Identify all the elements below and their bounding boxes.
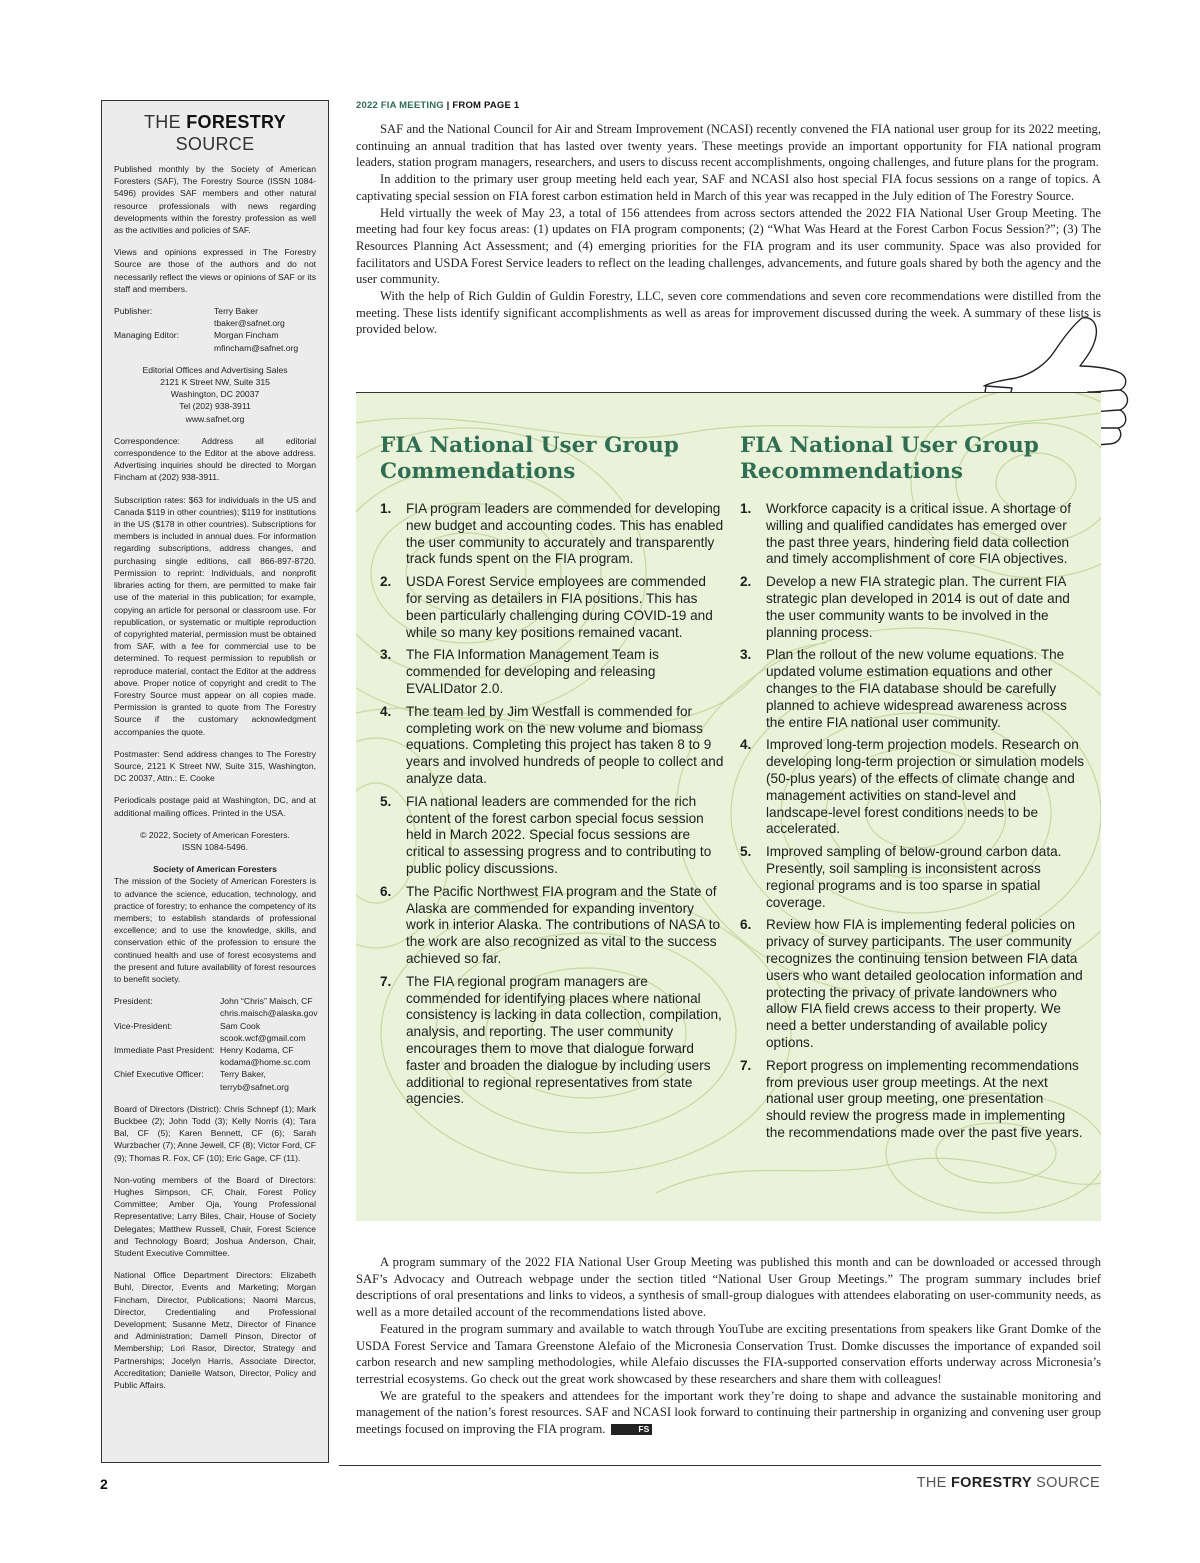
officer-role: President: <box>114 996 153 1007</box>
article-intro <box>356 121 1101 338</box>
list-item <box>740 844 1085 911</box>
paragraph: SAF and the National Council for Air and Stream Improvement (NCASI) recently convened the FIA national user group for its 2022 meeting, continuing an annual tradition that has lasted over twenty years. These meetings provide an important opportunity for FIA national program leaders, station program managers, researchers, and users to discuss recent accomplishments, ongoing challenges, and future plans for the program. <box>356 122 1101 170</box>
board-of-directors: Board of Directors (District): Chris Schnepf (1); Mark Buckbee (2); John Todd (3); Kelly Norris (4); Tara Bal, CF (5); Karen Bennett, CF (6); Sarah Wurzbacher (7); Anne Jewell, CF (8); Victor Ford, CF (9); Thomas R. Fox, CF (10); Eric Gage, CF (11). <box>114 1103 316 1163</box>
officer-role: Vice-President: <box>114 1020 173 1031</box>
item-number: 5. <box>380 793 392 809</box>
paragraph: We are grateful to the speakers and attendees for the important work they’re doing to shape and advance the sustainable monitoring and management of the nation’s forest resources. SAF and NCASI look forward to continuing their partnership in organizing and convening user group meetings focused on improving the FIA program. FS <box>356 1388 1101 1437</box>
recommendations-column <box>740 433 1085 1148</box>
society-officers <box>114 995 316 1093</box>
item-text: Review how FIA is implementing federal policies on privacy of survey participants. The user community recognizes the continuing tension between FIA data users who want detailed geolocation information and protecting the privacy of private landowners who allow FIA field crews access to their property. We need a better understanding of available policy options. <box>766 917 1083 1050</box>
masthead-logo: THE FORESTRY SOURCE <box>144 112 286 154</box>
paragraph: Held virtually the week of May 23, a total of 156 attendees from across sectors attended the 2022 FIA National User Group Meeting. The meeting had four key focus areas: (1) updates on FIA program components; (2) “What Was Heard at the Forest Carbon Focus Session?”; (3) The Resources Planning Act Assessment; and (4) emerging priorities for the FIA program and its user community. Space was also provided for facilitators and USDA Forest Service leaders to reflect on the leading challenges, advancements, and future goals shared by both the agency and the user community. <box>356 205 1101 287</box>
officer-role: Immediate Past President: <box>114 1045 215 1055</box>
list-item <box>740 1058 1085 1142</box>
officer-role: Chief Executive Officer: <box>114 1069 204 1080</box>
officer-email: chris.maisch@alaska.gov <box>220 1008 318 1019</box>
staff-name: Terry Baker <box>214 306 258 317</box>
item-number: 1. <box>740 501 752 516</box>
item-text: Report progress on implementing recommendations from previous user group meetings. At the next national user group meeting, one presentation should review the progress made in implementing the recommendations made over the past five years. <box>766 1057 1083 1140</box>
item-number: 7. <box>380 973 392 989</box>
callout-box <box>356 393 1101 1221</box>
list-item <box>380 884 725 968</box>
officer-name: Terry Baker, <box>220 1069 266 1080</box>
masthead-subscription: Subscription rates: $63 for individuals in the US and Canada $119 in other countries); $119 for institutions in the US ($178 in other countries). Subscriptions for members is included in annual dues. For information regarding subscriptions, address changes, and purchasing single editions, call 866-897-8720. Permission to reprint: Individuals, and nonprofit libraries acting for them, are permitted to make fair use of the material in this publication; for example, copying an article for personal or classroom use. For republication, or systematic or multiple reproduction of copyrighted material, permission must be obtained from SAF, with a fee for commercial use to be determined. To request permission to republish or reproduce material, contact the Editor at the address above. Proper notice of copyright and credit to The Forestry Source must appear on all copies made. Permission is granted to quote from The Forestry Source if the customary acknowledgment accompanies the quote. <box>114 494 316 737</box>
paragraph: With the help of Rich Guldin of Guldin Forestry, LLC, seven core commendations and seven core recommendations were distilled from the meeting. These lists identify significant accomplishments as well as areas for improvement discussed during the week. A summary of these lists is provided below. <box>356 289 1101 337</box>
list-item <box>740 501 1085 568</box>
list-item <box>740 737 1085 838</box>
item-number: 6. <box>740 917 752 933</box>
page-number: 2 <box>100 1476 108 1492</box>
item-number: 7. <box>740 1057 752 1073</box>
list-item <box>740 647 1085 731</box>
kicker-section: 2022 FIA MEETING <box>356 100 444 111</box>
paragraph: In addition to the primary user group meeting held each year, SAF and NCASI also host special FIA focus sessions on a range of topics. A captivating special session on FIA forest carbon estimation held in March of this year was recapped in the July edition of The Forestry Source. <box>356 172 1101 203</box>
item-text: Plan the rollout of the new volume equations. The updated volume estimation equations and other changes to the FIA database should be carefully planned to achieve widespread awareness across the entire FIA national user community. <box>766 647 1067 730</box>
list-item <box>380 974 725 1108</box>
item-text: Improved long-term projection models. Research on developing long-term projection or simulation models (50-plus years) of the effects of climate change and management activities on stand-level and landscape-level forest conditions needs to be accelerated. <box>766 737 1085 837</box>
masthead-views: Views and opinions expressed in The Forestry Source are those of the authors and do not necessarily reflect the views or opinions of SAF or its staff and members. <box>114 247 316 294</box>
item-text: The Pacific Northwest FIA program and the State of Alaska are commended for expanding inventory work in interior Alaska. The contributions of NASA to the work are also recognized as vital to the success achieved so far. <box>406 883 721 966</box>
footer-rule <box>339 1465 1101 1466</box>
item-text: FIA program leaders are commended for developing new budget and accounting codes. This has enabled the user community to accurately and transparently track funds spent on the FIA program. <box>406 501 724 567</box>
society-title: Society of American Foresters <box>153 864 277 875</box>
list-item <box>380 704 725 788</box>
article-outro <box>356 1254 1101 1438</box>
officer-email: terryb@safnet.org <box>220 1081 289 1092</box>
list-item <box>380 647 725 697</box>
masthead-correspondence: Correspondence: Address all editorial correspondence to the Editor at the above address. Advertising inquiries should be directed to Morgan Fincham at (202) 938-3911. <box>114 435 316 483</box>
paragraph: Featured in the program summary and available to watch through YouTube are exciting presentations from speakers like Grant Domke of the USDA Forest Service and Tamara Greenstone Alefaio of the Micronesia Conservation Trust. Domke discusses the importance of expanded soil carbon research and new sampling methodologies, while Alefaio discusses the FIA-supported conservation efforts underway across Micronesia’s terrestrial ecosystems. Go check out the great work showcased by these researchers and share them with colleagues! <box>356 1321 1101 1386</box>
item-text: USDA Forest Service employees are commended for serving as detailers in FIA positions. This has been particularly challenging during COVID-19 and while so many key positions remained vacant. <box>406 574 713 640</box>
officer-name: Henry Kodama, CF <box>220 1045 294 1055</box>
officer-name: John “Chris” Maisch, CF <box>220 996 313 1007</box>
paragraph: A program summary of the 2022 FIA National User Group Meeting was published this month and can be downloaded or accessed through SAF’s Advocacy and Outreach webpage under the section titled “National User Group Meetings.” The program summary includes brief descriptions of oral presentations and links to videos, a synthesis of small-group dialogues with attendees elaborating on user-community needs, as well as a more detailed account of the recommendations listed above. <box>356 1255 1101 1320</box>
list-item <box>380 794 725 878</box>
recommendations-list <box>740 501 1085 1142</box>
item-number: 6. <box>380 883 392 899</box>
society-mission: The mission of the Society of American Foresters is to advance the science, education, technology, and practice of forestry; to enhance the competency of its members; to establish standards of professional excellence; and to use the knowledge, skills, and conservation ethic of the profession to ensure the continued health and use of forest ecosystems and the present and future availability of forest resources to benefit society. <box>114 876 316 984</box>
item-text: Workforce capacity is a critical issue. A shortage of willing and qualified candidates has emerged over the past three years, hindering field data collection and timely accomplishment of core FIA objectives. <box>766 501 1071 567</box>
masthead-copyright: © 2022, Society of American Foresters. ISSN 1084-5496. <box>140 829 290 852</box>
item-number: 4. <box>740 737 752 753</box>
staff-role: Managing Editor: <box>114 330 179 341</box>
item-text: Develop a new FIA strategic plan. The current FIA strategic plan developed in 2014 is out of date and the user community wants to be involved in the planning process. <box>766 574 1070 640</box>
masthead-about: Published monthly by the Society of American Foresters (SAF), The Forestry Source (ISSN 1084-5496) provides SAF members and other natural resource professionals with news regarding developments within the forestry profession as well as the activities and policies of SAF. <box>114 164 316 236</box>
item-text: Improved sampling of below-ground carbon data. Presently, soil sampling is inconsistent across regional programs and is too sparse in spatial coverage. <box>766 844 1062 910</box>
footer-logo: THE FORESTRY SOURCE <box>916 1475 1100 1491</box>
officer-name: Sam Cook <box>220 1020 261 1031</box>
list-item <box>380 501 725 568</box>
kicker-jump: | FROM PAGE 1 <box>443 100 520 111</box>
item-number: 5. <box>740 844 752 860</box>
item-number: 3. <box>380 647 392 663</box>
masthead-postmaster: Postmaster: Send address changes to The Forestry Source, 2121 K Street NW, Suite 315, Washington, DC 20037, Attn.: E. Cooke <box>114 748 316 784</box>
nonvoting-members: Non-voting members of the Board of Directors: Hughes Simpson, CF, Chair, Forest Policy Committee; Amber Oja, Young Professional Representative; Larry Biles, Chair, House of Society Delegates; Matthew Russell, Chair, Forest Science and Technology Board; Joshua Anderson, Chair, Student Executive Committee. <box>114 1174 316 1259</box>
item-text: The FIA Information Management Team is commended for developing and releasing EVALIDator 2.0. <box>406 647 659 696</box>
item-number: 4. <box>380 703 392 719</box>
staff-name: Morgan Fincham <box>214 330 279 341</box>
commendations-column <box>380 433 725 1114</box>
list-item <box>380 574 725 641</box>
item-number: 2. <box>740 574 752 590</box>
commendations-list <box>380 501 725 1108</box>
staff-email: mfincham@safnet.org <box>214 342 299 353</box>
editorial-offices: Editorial Offices and Advertising Sales 2121 K Street NW, Suite 315 Washington, DC 20037 Tel (202) 938-3911 www.safnet.org <box>142 364 288 424</box>
article-kicker <box>356 100 519 111</box>
list-item <box>740 917 1085 1051</box>
item-text: The FIA regional program managers are commended for identifying places where national consistency is lacking in data collection, compilation, analysis, and reporting. The user community encourages them to move that dialogue forward faster and broaden the dialogue by including users additional to regional representatives from state agencies. <box>406 973 722 1107</box>
staff-email: tbaker@safnet.org <box>214 318 285 329</box>
item-number: 2. <box>380 574 392 590</box>
commendations-heading: FIA National User Group Commendations <box>380 433 679 484</box>
officer-email: scook.wcf@gmail.com <box>220 1032 306 1043</box>
item-text: The team led by Jim Westfall is commended for completing work on the new volume and biomass equations. Completing this project has taken 8 to 9 years and involved hundreds of people to collect and analyze data. <box>406 703 724 786</box>
item-number: 1. <box>380 501 392 516</box>
masthead-staff <box>114 305 316 354</box>
national-office-directors: National Office Department Directors: Elizabeth Buhl, Director, Events and Marketing; Morgan Fincham, Director, Publications; Naomi Marcus, Director, Credentialing and Professional Development; Susanne Metz, Director of Finance and Administration; Darnell Pinson, Director of Membership; Lori Rasor, Director, Strategy and Partnerships; Jocelyn Harris, Associate Director, Accreditation; Danielle Watson, Director, Policy and Public Affairs. <box>114 1270 316 1391</box>
officer-email: kodama@home.sc.com <box>220 1057 311 1068</box>
item-number: 3. <box>740 647 752 663</box>
end-mark: FS <box>611 1424 652 1435</box>
item-text: FIA national leaders are commended for the rich content of the forest carbon special focus session held in March 2022. Special focus sessions are critical to assessing progress and to contributing to public policy discussions. <box>406 793 712 876</box>
recommendations-heading: FIA National User Group Recommendations <box>740 433 1039 484</box>
masthead-sidebar <box>101 100 329 1463</box>
list-item <box>740 574 1085 641</box>
masthead-periodicals: Periodicals postage paid at Washington, DC, and at additional mailing offices. Printed in the USA. <box>114 795 316 818</box>
staff-role: Publisher: <box>114 306 153 317</box>
